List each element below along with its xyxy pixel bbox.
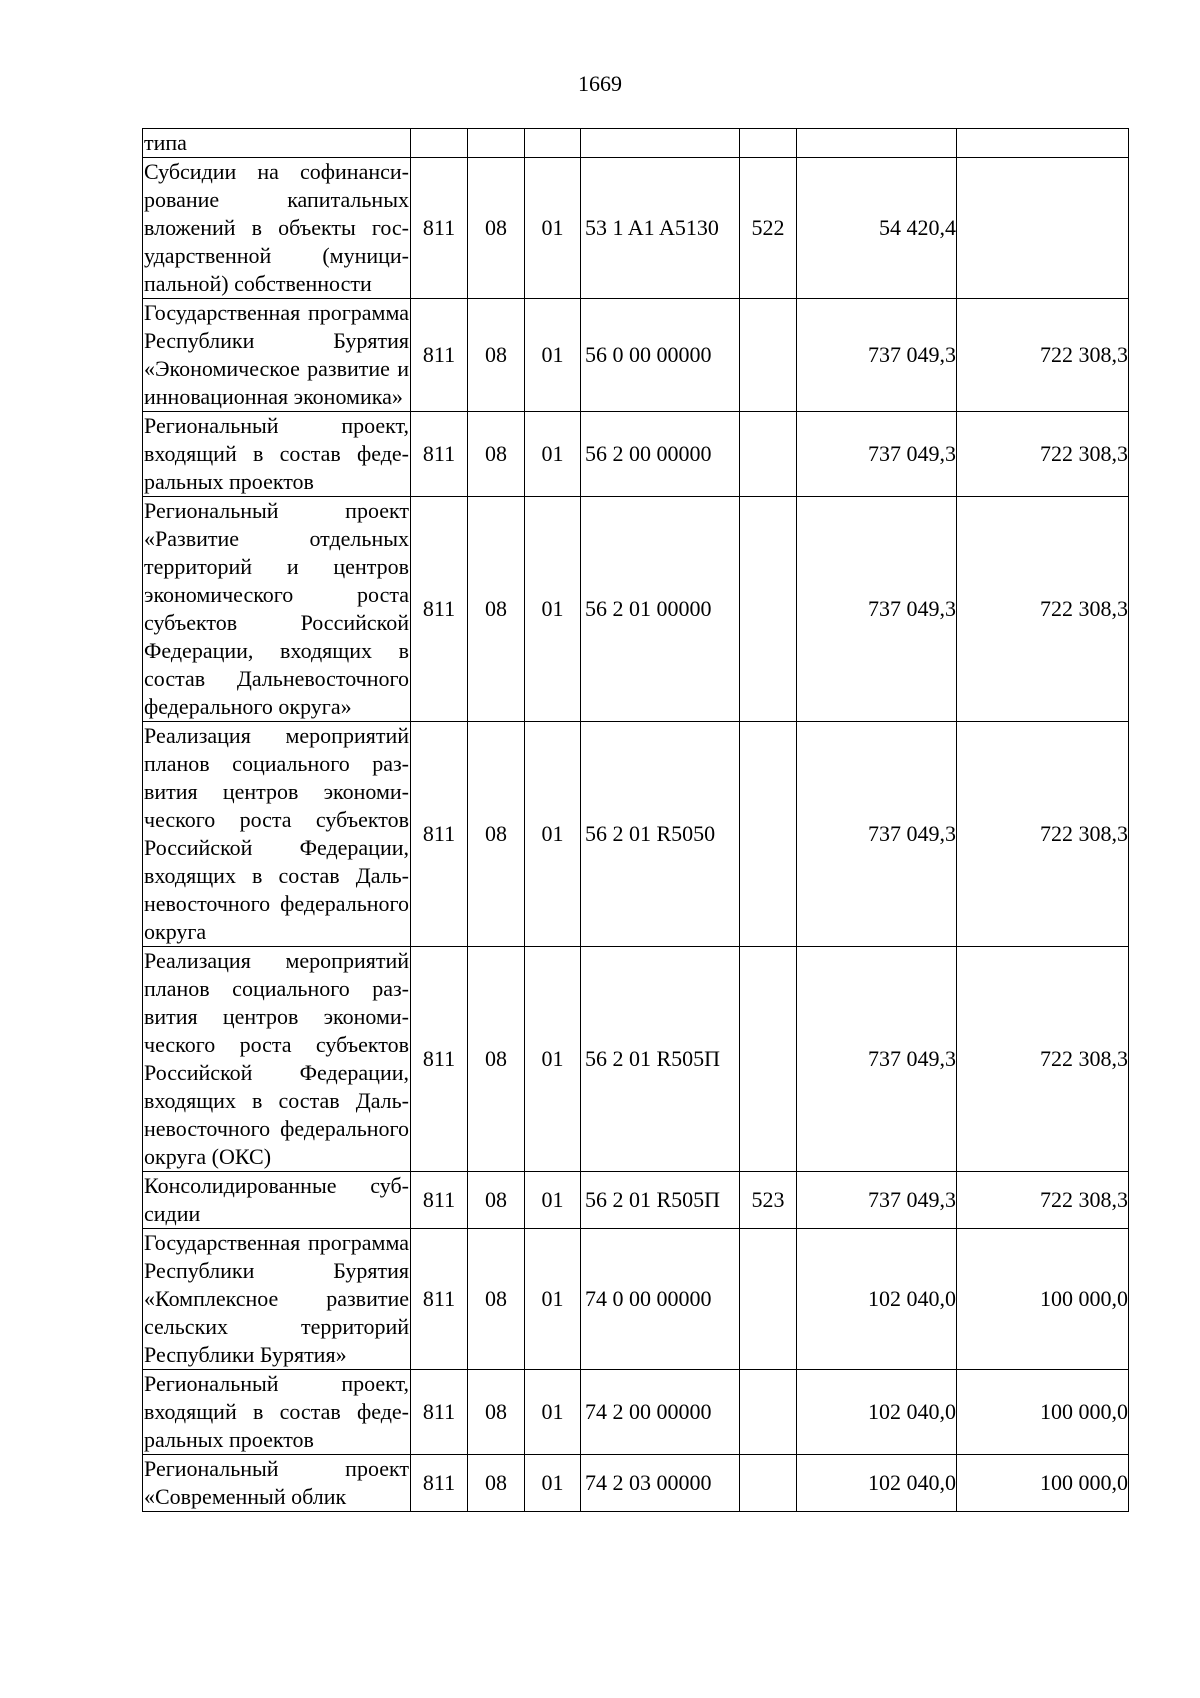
- amount-year2-cell: 100 000,0: [957, 1455, 1129, 1512]
- amount-year1-cell: 54 420,4: [797, 158, 957, 299]
- table-row: [143, 1455, 1129, 1512]
- amount-year2-cell: 722 308,3: [957, 497, 1129, 722]
- amount-year1-cell: 102 040,0: [797, 1229, 957, 1370]
- section-code-cell: 08: [468, 722, 525, 947]
- target-article-cell: 53 1 A1 A5130: [581, 158, 740, 299]
- table-row: [143, 497, 1129, 722]
- admin-code-cell: 811: [411, 497, 468, 722]
- amount-year2-cell: 100 000,0: [957, 1370, 1129, 1455]
- section-code-cell: 08: [468, 1455, 525, 1512]
- section-code-cell: 08: [468, 1229, 525, 1370]
- subsection-code-cell: 01: [525, 299, 581, 412]
- row-name-cell: Реализация мероприятий планов социального развития центров экономического роста субъектов Российской Федерации, входящих в состав Дальневосточного федерального округа: [143, 722, 411, 947]
- admin-code-cell: 811: [411, 1229, 468, 1370]
- amount-year1-cell: 737 049,3: [797, 412, 957, 497]
- amount-year1-cell: 737 049,3: [797, 722, 957, 947]
- row-name-cell: Государственная программа Республики Бурятия «Комплексное развитие сельских территорий Республики Бурятия»: [143, 1229, 411, 1370]
- admin-code-cell: 811: [411, 158, 468, 299]
- section-code-cell: 08: [468, 497, 525, 722]
- expense-type-cell: [740, 129, 797, 158]
- amount-year1-cell: 102 040,0: [797, 1370, 957, 1455]
- target-article-cell: 56 2 01 R5050: [581, 722, 740, 947]
- amount-year1-cell: 102 040,0: [797, 1455, 957, 1512]
- amount-year2-cell: 722 308,3: [957, 722, 1129, 947]
- table-row: [143, 299, 1129, 412]
- expense-type-cell: [740, 497, 797, 722]
- row-name-cell: типа: [143, 129, 411, 158]
- section-code-cell: 08: [468, 947, 525, 1172]
- subsection-code-cell: 01: [525, 158, 581, 299]
- subsection-code-cell: 01: [525, 1172, 581, 1229]
- row-name-cell: Региональный проект «Развитие отдельных территорий и центров экономического роста субъектов Российской Федерации, входящих в состав Дальневосточного федерального округа»: [143, 497, 411, 722]
- amount-year2-cell: [957, 158, 1129, 299]
- section-code-cell: 08: [468, 412, 525, 497]
- amount-year1-cell: 737 049,3: [797, 497, 957, 722]
- target-article-cell: 74 0 00 00000: [581, 1229, 740, 1370]
- row-name-cell: Региональный проект «Современный облик: [143, 1455, 411, 1512]
- admin-code-cell: [411, 129, 468, 158]
- subsection-code-cell: 01: [525, 1229, 581, 1370]
- subsection-code-cell: [525, 129, 581, 158]
- amount-year2-cell: 722 308,3: [957, 1172, 1129, 1229]
- subsection-code-cell: 01: [525, 722, 581, 947]
- target-article-cell: 56 0 00 00000: [581, 299, 740, 412]
- table-row: [143, 129, 1129, 158]
- admin-code-cell: 811: [411, 412, 468, 497]
- section-code-cell: 08: [468, 1172, 525, 1229]
- expense-type-cell: [740, 1229, 797, 1370]
- expense-type-cell: 522: [740, 158, 797, 299]
- table-body: [143, 129, 1129, 1512]
- section-code-cell: [468, 129, 525, 158]
- subsection-code-cell: 01: [525, 497, 581, 722]
- table-row: [143, 1172, 1129, 1229]
- target-article-cell: 74 2 00 00000: [581, 1370, 740, 1455]
- target-article-cell: 56 2 01 00000: [581, 497, 740, 722]
- target-article-cell: 56 2 00 00000: [581, 412, 740, 497]
- subsection-code-cell: 01: [525, 412, 581, 497]
- target-article-cell: 56 2 01 R505П: [581, 1172, 740, 1229]
- admin-code-cell: 811: [411, 1172, 468, 1229]
- admin-code-cell: 811: [411, 947, 468, 1172]
- expense-type-cell: [740, 947, 797, 1172]
- expense-type-cell: [740, 412, 797, 497]
- target-article-cell: [581, 129, 740, 158]
- table-row: [143, 412, 1129, 497]
- row-name-cell: Реализация мероприятий планов социального развития центров экономического роста субъектов Российской Федерации, входящих в состав Дальневосточного федерального округа (ОКС): [143, 947, 411, 1172]
- subsection-code-cell: 01: [525, 947, 581, 1172]
- table-row: [143, 1229, 1129, 1370]
- amount-year1-cell: 737 049,3: [797, 299, 957, 412]
- row-name-cell: Государственная программа Республики Бурятия «Экономическое развитие и инновационная экономика»: [143, 299, 411, 412]
- expense-type-cell: [740, 299, 797, 412]
- expense-type-cell: [740, 1455, 797, 1512]
- row-name-cell: Региональный проект, входящий в состав федеральных проектов: [143, 412, 411, 497]
- row-name-cell: Субсидии на софинансирование капитальных вложений в объекты государственной (муниципальной) собственности: [143, 158, 411, 299]
- amount-year1-cell: 737 049,3: [797, 947, 957, 1172]
- section-code-cell: 08: [468, 299, 525, 412]
- section-code-cell: 08: [468, 158, 525, 299]
- page-number: 1669: [578, 71, 622, 96]
- expense-type-cell: [740, 722, 797, 947]
- amount-year2-cell: [957, 129, 1129, 158]
- expense-type-cell: [740, 1370, 797, 1455]
- subsection-code-cell: 01: [525, 1455, 581, 1512]
- amount-year2-cell: 722 308,3: [957, 299, 1129, 412]
- amount-year2-cell: 100 000,0: [957, 1229, 1129, 1370]
- table-row: [143, 947, 1129, 1172]
- target-article-cell: 56 2 01 R505П: [581, 947, 740, 1172]
- row-name-cell: Консолидированные субсидии: [143, 1172, 411, 1229]
- admin-code-cell: 811: [411, 299, 468, 412]
- target-article-cell: 74 2 03 00000: [581, 1455, 740, 1512]
- section-code-cell: 08: [468, 1370, 525, 1455]
- amount-year2-cell: 722 308,3: [957, 412, 1129, 497]
- amount-year1-cell: [797, 129, 957, 158]
- admin-code-cell: 811: [411, 722, 468, 947]
- expense-type-cell: 523: [740, 1172, 797, 1229]
- amount-year2-cell: 722 308,3: [957, 947, 1129, 1172]
- budget-table: [142, 128, 1129, 1512]
- admin-code-cell: 811: [411, 1455, 468, 1512]
- table-row: [143, 1370, 1129, 1455]
- admin-code-cell: 811: [411, 1370, 468, 1455]
- table-row: [143, 722, 1129, 947]
- subsection-code-cell: 01: [525, 1370, 581, 1455]
- amount-year1-cell: 737 049,3: [797, 1172, 957, 1229]
- row-name-cell: Региональный проект, входящий в состав федеральных проектов: [143, 1370, 411, 1455]
- table-row: [143, 158, 1129, 299]
